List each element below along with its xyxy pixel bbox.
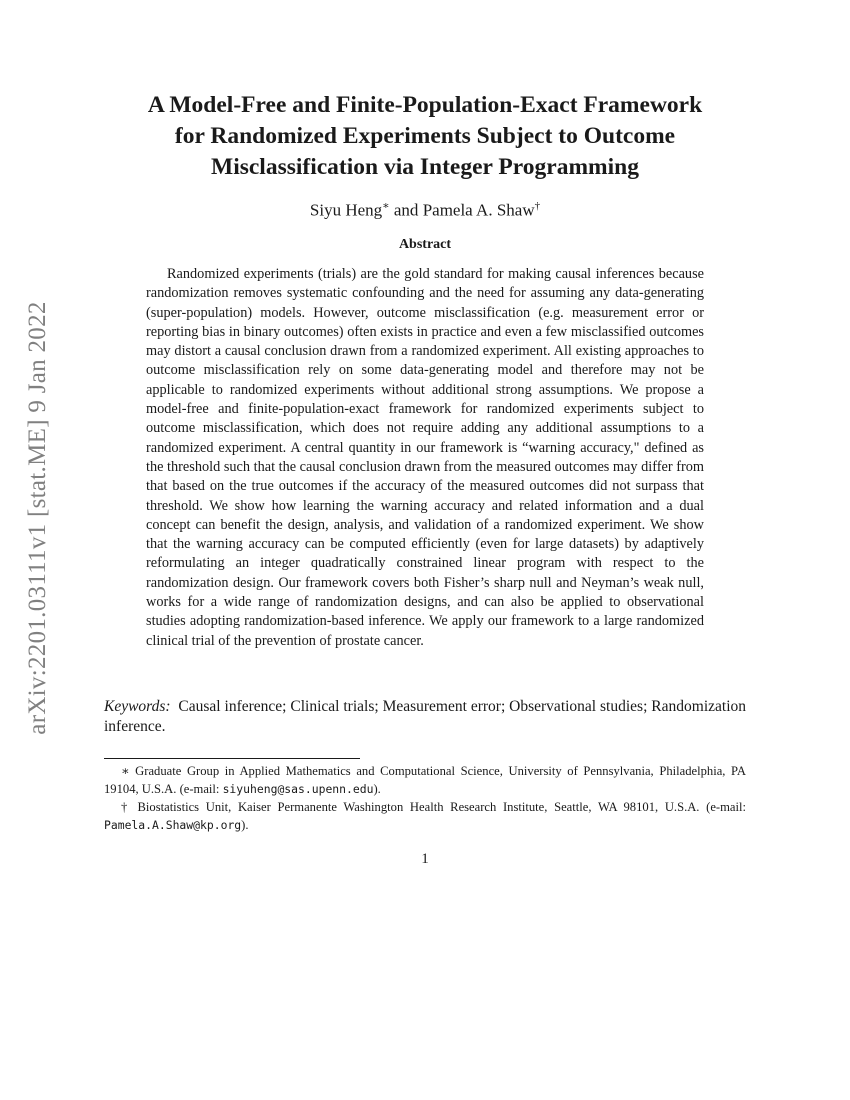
- footnote-marker: ∗: [382, 200, 390, 212]
- footnote-marker: ∗: [121, 764, 130, 778]
- arxiv-identifier: arXiv:2201.03111v1 [stat.ME] 9 Jan 2022: [24, 301, 51, 735]
- footnote-item: [104, 798, 746, 834]
- author-name: Siyu Heng: [309, 200, 383, 220]
- page-number: 1: [421, 851, 429, 867]
- footnote-marker: †: [121, 800, 131, 814]
- footnote-item: [104, 762, 746, 798]
- footnote-text: Graduate Group in Applied Mathematics and Computational Science, University of Pennsylvania, Philadelphia, PA 19104, U.S.A. (e-mail:: [104, 764, 746, 796]
- keywords-label: Keywords:: [104, 698, 171, 715]
- title-line: for Randomized Experiments Subject to Outcome: [174, 123, 676, 149]
- email-link[interactable]: Pamela.A.Shaw@kp.org: [104, 818, 242, 832]
- footnote-marker: †: [534, 200, 541, 212]
- email-link[interactable]: siyuheng@sas.upenn.edu: [222, 782, 374, 796]
- abstract-text: Randomized experiments (trials) are the gold standard for making causal inferences because randomization removes systematic confounding and the need for assuming any data-generating (super-population) models. However, outcome misclassification (e.g. measurement error or reporting bias in binary outcomes) often exists in practice and even a few misclassified outcomes may distort a causal conclusion drawn from a randomized experiment. All existing approaches to outcome misclassification rely on some data-generating model and therefore may not be applicable to randomized experiments without additional strong assumptions. We propose a model-free and finite-population-exact framework for randomized experiments subject to outcome misclassification, which does not require adding any additional assumptions to a randomized experiment. A central quantity in our framework is “warning accuracy," defined as the threshold such that the causal conclusion drawn from the measured outcomes may differ from that based on the true outcomes if the accuracy of the measured outcomes did not surpass that threshold. We show how learning the warning accuracy and related information and a dual concept can benefit the design, analysis, and validation of a randomized experiment. We show that the warning accuracy can be computed efficiently (even for large datasets) by adaptively reformulating an integer quadratically constrained linear program with respect to the randomization design. Our framework covers both Fisher’s sharp null and Neyman’s weak null, works for a wide range of randomization designs, and can also be applied to observational studies adopting randomization-based inference. We apply our framework to a large randomized clinical trial of the prevention of prostate cancer.: [146, 266, 704, 649]
- footnote-text: Biostatistics Unit, Kaiser Permanente Washington Health Research Institute, Seattle, WA 98101, U.S.A. (e-mail:: [130, 800, 746, 814]
- author-name: Pamela A. Shaw: [422, 200, 535, 220]
- author-list: [100, 199, 750, 221]
- footnote-close: ).: [373, 782, 381, 796]
- keywords-list: Causal inference; Clinical trials; Measurement error; Observational studies; Randomization inference.: [104, 698, 746, 735]
- title-line: A Model-Free and Finite-Population-Exact Framework: [147, 92, 703, 118]
- footnote-close: ).: [241, 818, 249, 832]
- title-line: Misclassification via Integer Programming: [211, 154, 639, 180]
- keywords: [104, 697, 746, 737]
- author-joiner: and: [389, 200, 423, 220]
- paper-title: [100, 90, 750, 183]
- footnote-rule: [104, 758, 360, 759]
- abstract-heading: Abstract: [398, 237, 452, 252]
- footnotes: [104, 762, 746, 834]
- arxiv-sidebar: [18, 268, 58, 768]
